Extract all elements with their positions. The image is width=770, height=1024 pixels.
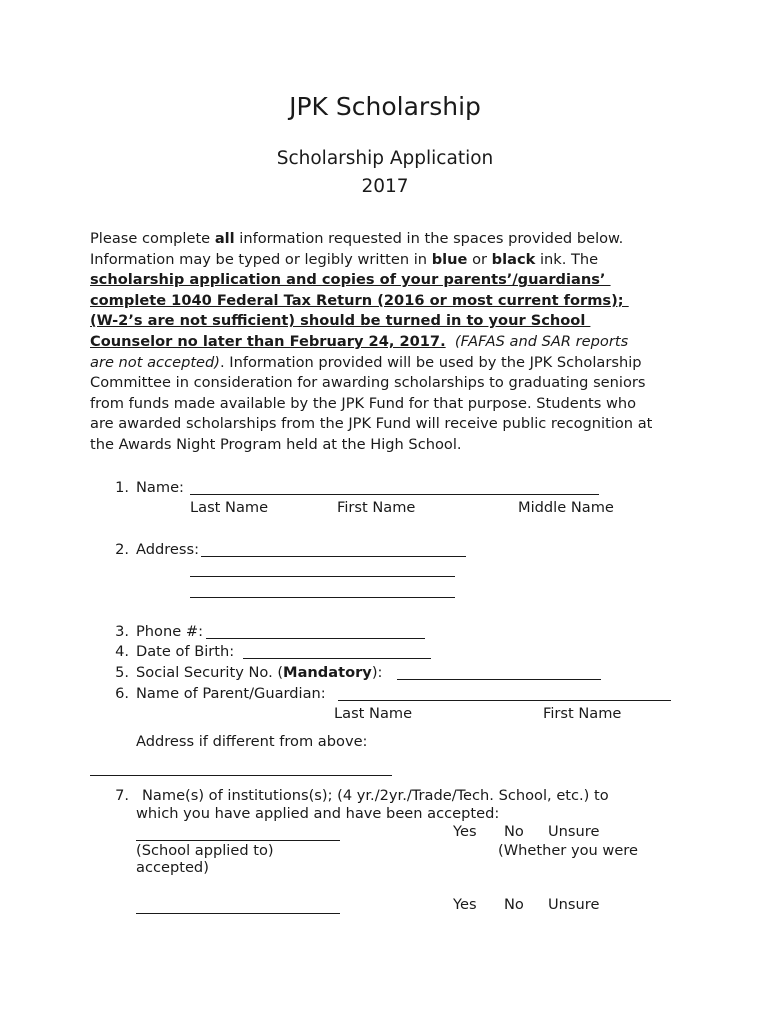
instructions-paragraph xyxy=(90,229,690,456)
deadline-notice-line: complete 1040 Federal Tax Return (2016 or most current forms); xyxy=(90,291,629,309)
item-number: 3. xyxy=(115,623,129,640)
parent-first-name-caption: First Name xyxy=(543,705,622,722)
instructions-line: Committee in consideration for awarding scholarships to graduating seniors xyxy=(90,374,646,392)
phone-label: Phone #: xyxy=(136,623,203,640)
last-name-caption: Last Name xyxy=(190,499,269,516)
dob-field[interactable] xyxy=(243,658,431,659)
institution-field-1[interactable] xyxy=(136,840,340,841)
form-subtitle: Scholarship Application xyxy=(276,148,494,169)
whether-caption: (Whether you were xyxy=(498,842,638,859)
text: or xyxy=(467,250,492,268)
address-label: Address: xyxy=(136,541,200,558)
address-field-line-3[interactable] xyxy=(190,597,455,598)
institutions-question: Name(s) of institutions(s); (4 yr./2yr./Trade/Tech. School, etc.) to xyxy=(142,787,609,804)
deadline-text: Counselor no later than February 24, 2017. xyxy=(90,332,446,350)
name-field[interactable] xyxy=(190,494,599,495)
unsure-option[interactable]: Unsure xyxy=(548,823,600,840)
deadline-notice-line: (W-2’s are not sufficient) should be turned in to your School xyxy=(90,312,591,330)
instructions-line: the Awards Night Program held at the High School. xyxy=(90,435,462,453)
ssn-label xyxy=(136,664,382,682)
text: Please complete xyxy=(90,230,215,247)
deadline-notice-line: scholarship application and copies of your parents’/guardians’ xyxy=(90,271,611,289)
text: Information may be typed or legibly written in xyxy=(90,250,432,268)
instructions-line xyxy=(90,250,690,271)
institution-field-2[interactable] xyxy=(136,913,340,914)
item-number: 1. xyxy=(115,479,129,496)
text: . Information provided will be used by the JPK Scholarship xyxy=(220,353,642,371)
text: information requested in the spaces provided below. xyxy=(234,230,624,247)
item-number: 4. xyxy=(115,643,129,660)
emphasis-all: all xyxy=(214,230,235,247)
instructions-line xyxy=(90,229,690,250)
address-field-line-2[interactable] xyxy=(190,576,455,577)
emphasis-blue: blue xyxy=(431,250,468,268)
ssn-field[interactable] xyxy=(397,679,601,680)
no-option[interactable]: No xyxy=(504,823,524,840)
dob-label: Date of Birth: xyxy=(136,643,235,660)
page-title: JPK Scholarship xyxy=(289,92,481,121)
institutions-question-cont: which you have applied and have been accepted: xyxy=(136,805,500,822)
fafsa-note: (FAFAS and SAR reports xyxy=(445,332,629,350)
instructions-line xyxy=(90,332,690,353)
parent-name-field[interactable] xyxy=(338,700,671,701)
accepted-caption: accepted) xyxy=(136,859,209,876)
fafsa-note: are not accepted) xyxy=(90,353,220,371)
first-name-caption: First Name xyxy=(337,499,416,516)
phone-field[interactable] xyxy=(206,638,425,639)
text: ): xyxy=(371,664,383,681)
item-number: 5. xyxy=(115,664,129,681)
unsure-option[interactable]: Unsure xyxy=(548,896,600,913)
emphasis-black: black xyxy=(491,250,536,268)
item-number: 7. xyxy=(115,787,129,804)
yes-option[interactable]: Yes xyxy=(453,823,477,840)
text: ink. The xyxy=(535,250,599,268)
no-option[interactable]: No xyxy=(504,896,524,913)
instructions-line: are awarded scholarships from the JPK Fund will receive public recognition at xyxy=(90,415,653,433)
address-if-different-label: Address if different from above: xyxy=(136,733,368,750)
parent-address-field[interactable] xyxy=(90,775,392,776)
name-label: Name: xyxy=(136,479,184,496)
instructions-line: from funds made available by the JPK Fund for that purpose. Students who xyxy=(90,394,637,412)
item-number: 6. xyxy=(115,685,129,702)
parent-label: Name of Parent/Guardian: xyxy=(136,685,326,702)
mandatory-text: Mandatory xyxy=(283,664,372,681)
middle-name-caption: Middle Name xyxy=(518,499,614,516)
address-field-line-1[interactable] xyxy=(201,556,466,557)
form-year: 2017 xyxy=(361,176,409,197)
yes-option[interactable]: Yes xyxy=(453,896,477,913)
instructions-line xyxy=(90,353,690,374)
parent-last-name-caption: Last Name xyxy=(334,705,413,722)
school-applied-caption: (School applied to) xyxy=(136,842,274,859)
item-number: 2. xyxy=(115,541,129,558)
text: Social Security No. ( xyxy=(136,664,284,681)
